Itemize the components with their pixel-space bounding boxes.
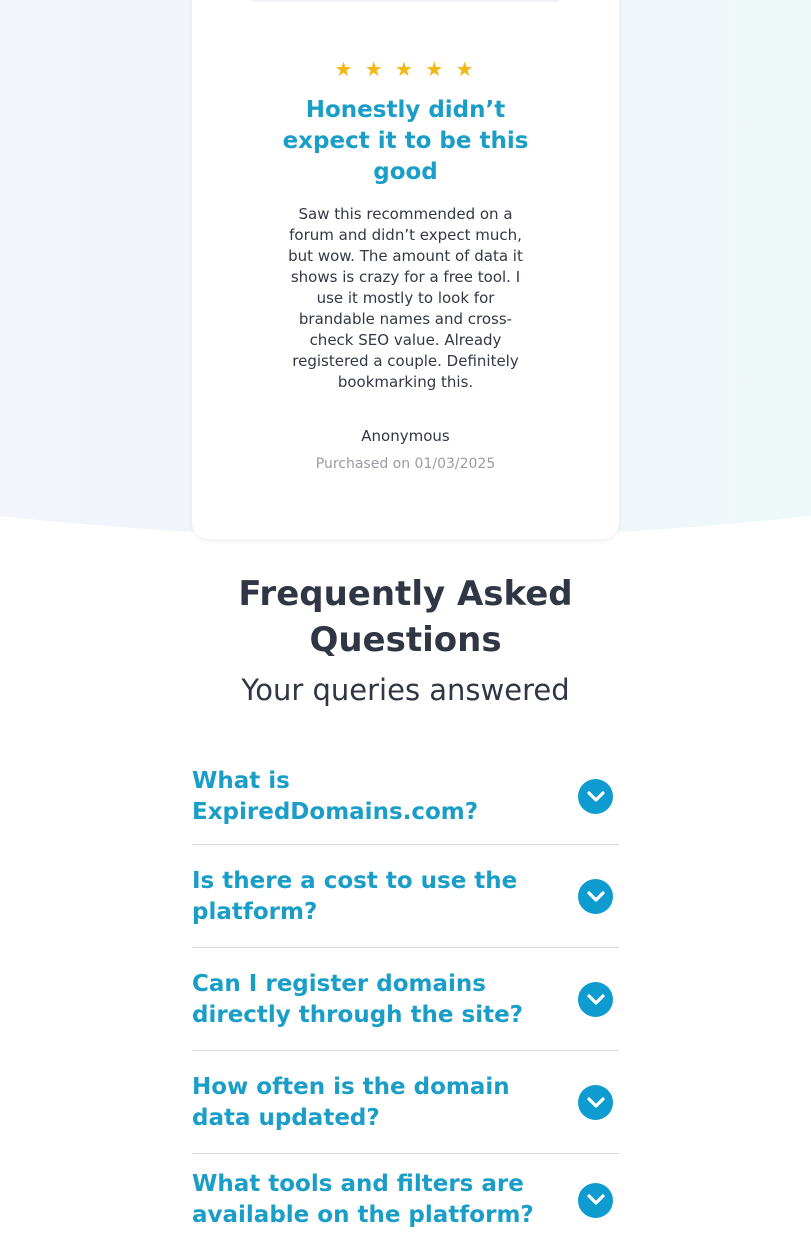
clipped-previous-text	[252, 0, 559, 2]
faq-item-cost[interactable]	[192, 844, 619, 948]
faq-item-what-is[interactable]	[192, 760, 619, 833]
review-card	[192, 0, 619, 539]
faq-question: What is ExpiredDomains.com?	[192, 767, 479, 825]
faq-question: Can I register domains directly through the site?	[192, 970, 524, 1028]
chevron-down-icon[interactable]	[578, 982, 613, 1017]
review-title: Honestly didn’t expect it to be this good	[282, 97, 529, 185]
faq-title: Frequently Asked Questions	[238, 574, 573, 660]
faq-question: What tools and filters are available on the platform?	[192, 1171, 534, 1228]
chevron-down-icon[interactable]	[578, 779, 613, 814]
faq-question: How often is the domain data updated?	[192, 1073, 510, 1131]
chevron-down-icon[interactable]	[578, 879, 613, 914]
chevron-down-icon[interactable]	[578, 1183, 613, 1218]
chevron-down-icon[interactable]	[578, 1085, 613, 1120]
faq-item-updated[interactable]	[192, 1050, 619, 1154]
purchase-date: Purchased on 01/03/2025	[315, 456, 496, 472]
faq-question: Is there a cost to use the platform?	[192, 867, 518, 925]
faq-item-register[interactable]	[192, 947, 619, 1051]
faq-item-tools[interactable]	[192, 1153, 619, 1246]
reviewer-name: Anonymous	[361, 427, 450, 445]
faq-subtitle: Your queries answered	[241, 673, 570, 707]
review-body: Saw this recommended on a forum and didn’t expect much, but wow. The amount of data it shows is crazy for a free tool. I use it mostly to look for brandable names and cross-check SEO value. Already registered a couple. Definitely bookmarking this.	[288, 205, 523, 391]
star-rating: ★ ★ ★ ★ ★	[334, 57, 477, 81]
